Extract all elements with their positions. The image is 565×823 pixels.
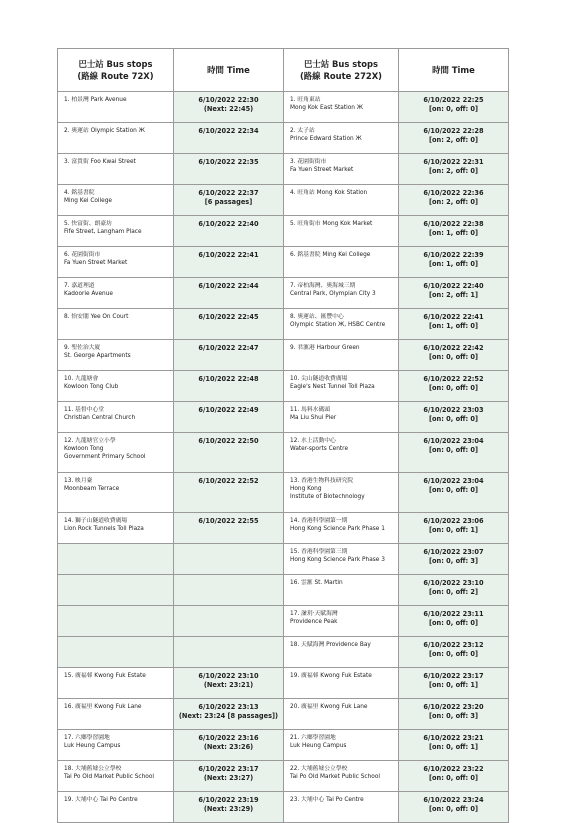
route-72x-stop-cell (58, 247, 174, 278)
stop-name-line: Hong Kong Science Park Phase 1 (290, 526, 385, 532)
time-line: 6/10/2022 23:07 (423, 548, 484, 556)
header-text: 時間 Time (432, 65, 475, 75)
stop-name-line: 14. 香港科學園第一期 (290, 518, 348, 524)
time-line: 6/10/2022 22:42 (423, 344, 484, 352)
table-row (58, 730, 509, 761)
stop-name-line: 1. 旺角東站 (290, 97, 321, 103)
time-line: (Next: 22:45) (203, 104, 254, 113)
stop-name-line: Mong Kok East Station Ж (290, 105, 364, 111)
stop-name-line: Luk Heung Campus (290, 743, 347, 749)
time-line: (Next: 23:21) (203, 680, 254, 689)
stop-name-line: 18. 天賦海灣 Providence Bay (290, 642, 371, 648)
route-72x-time-cell (174, 637, 284, 668)
time-line: [on: 0, off: 0] (429, 773, 478, 782)
stop-name-line: 13. 香港生物科技研究院 (290, 478, 354, 484)
time-line: 6/10/2022 22:25 (423, 96, 484, 104)
stop-name-line: 17. 六鄉學習園地 (64, 735, 110, 741)
stop-name-line: 16. 廣福里 Kwong Fuk Lane (64, 704, 142, 710)
time-line: 6/10/2022 23:22 (423, 765, 484, 773)
stop-name-line: Ma Liu Shui Pier (290, 415, 337, 421)
header-text: (路線 Route 72X) (77, 71, 154, 81)
table-row (58, 637, 509, 668)
route-72x-time-cell (174, 473, 284, 513)
route-72x-time-cell (174, 247, 284, 278)
time-line: 6/10/2022 22:37 (198, 189, 259, 197)
header-time-272x (399, 49, 509, 92)
stop-name-line: 15. 廣福邨 Kwong Fuk Estate (64, 673, 146, 679)
time-line: [on: 1, off: 0] (429, 259, 478, 268)
stop-name-line: Hong Kong Science Park Phase 3 (290, 557, 385, 563)
time-line: 6/10/2022 23:21 (423, 734, 484, 742)
header-row (58, 49, 509, 92)
route-72x-time-cell (174, 575, 284, 606)
stop-name-line: 14. 獅子山隧道收費廣場 (64, 518, 128, 524)
stop-name-line: 10. 九龍塘會 (64, 376, 99, 382)
stop-name-line: 2. 太子站 (290, 128, 315, 134)
stop-name-line: 22. 大埔舊墟公立學校 (290, 766, 348, 772)
table-row (58, 371, 509, 402)
stop-name-line: 3. 富貴街 Foo Kwai Street (64, 159, 136, 165)
header-text: 巴士站 Bus stops (303, 59, 378, 69)
route-272x-time-cell (399, 473, 509, 513)
route-72x-stop-cell (58, 473, 174, 513)
route-72x-time-cell (174, 154, 284, 185)
table-row (58, 185, 509, 216)
table-row (58, 340, 509, 371)
route-272x-stop-cell (284, 309, 399, 340)
table-row (58, 92, 509, 123)
table-row (58, 792, 509, 823)
route-272x-time-cell (399, 402, 509, 433)
stop-name-line: 8. 奧運站、匯豐中心 (290, 314, 344, 320)
time-line: [on: 0, off: 2] (429, 587, 478, 596)
stop-name-line: 19. 廣福邨 Kwong Fuk Estate (290, 673, 372, 679)
route-72x-time-cell (174, 309, 284, 340)
route-72x-stop-cell (58, 309, 174, 340)
route-272x-time-cell (399, 792, 509, 823)
stop-name-line: Fife Street, Langham Place (64, 229, 142, 235)
table-row (58, 402, 509, 433)
stop-name-line: 6. 花園街街市 (64, 252, 101, 258)
route-272x-stop-cell (284, 761, 399, 792)
route-272x-time-cell (399, 340, 509, 371)
table-row (58, 309, 509, 340)
stop-name-line: Christian Central Church (64, 415, 136, 421)
stop-name-line: 9. 君滙港 Harbour Green (290, 345, 360, 351)
time-line: [on: 0, off: 0] (429, 352, 478, 361)
time-line: 6/10/2022 22:40 (198, 220, 259, 228)
stop-name-line: 11. 基督中心堂 (64, 407, 105, 413)
route-72x-stop-cell (58, 278, 174, 309)
stop-name-line: 18. 大埔舊墟公立學校 (64, 766, 122, 772)
stop-name-line: Hong Kong (290, 486, 322, 492)
time-line: 6/10/2022 23:16 (198, 734, 259, 742)
stop-name-line: 7. 帝柏海灣、奧海城三期 (290, 283, 356, 289)
stop-name-line: 12. 九龍塘官立小學 (64, 438, 116, 444)
time-line: [on: 2, off: 0] (429, 135, 478, 144)
stop-name-line: Fa Yuen Street Market (290, 167, 354, 173)
time-line: [on: 1, off: 0] (429, 228, 478, 237)
time-line: 6/10/2022 23:10 (423, 579, 484, 587)
route-272x-time-cell (399, 668, 509, 699)
route-272x-stop-cell (284, 792, 399, 823)
time-line: [on: 2, off: 1] (429, 290, 478, 299)
time-line: 6/10/2022 22:30 (198, 96, 259, 104)
route-272x-time-cell (399, 544, 509, 575)
route-272x-stop-cell (284, 216, 399, 247)
time-line: 6/10/2022 22:39 (423, 251, 484, 259)
time-line: [on: 2, off: 0] (429, 166, 478, 175)
route-272x-stop-cell (284, 637, 399, 668)
time-line: [on: 0, off: 0] (429, 649, 478, 658)
time-line: [on: 0, off: 0] (429, 485, 478, 494)
time-line: 6/10/2022 22:41 (423, 313, 484, 321)
route-72x-stop-cell (58, 216, 174, 247)
time-line: 6/10/2022 22:52 (198, 477, 259, 485)
stop-name-line: Institute of Biotechnology (290, 494, 365, 500)
time-line: 6/10/2022 23:13 (198, 703, 259, 711)
time-line: [on: 0, off: 0] (429, 383, 478, 392)
table-row (58, 154, 509, 185)
time-line: [on: 0, off: 1] (429, 680, 478, 689)
route-272x-stop-cell (284, 402, 399, 433)
time-line: [on: 1, off: 0] (429, 321, 478, 330)
route-272x-stop-cell (284, 473, 399, 513)
bus-schedule-table (57, 48, 509, 823)
time-line: 6/10/2022 22:48 (198, 375, 259, 383)
route-72x-stop-cell (58, 402, 174, 433)
header-text: (路線 Route 272X) (299, 71, 383, 81)
table-row (58, 433, 509, 473)
route-272x-stop-cell (284, 92, 399, 123)
route-72x-stop-cell (58, 761, 174, 792)
time-line: 6/10/2022 22:49 (198, 406, 259, 414)
route-72x-time-cell (174, 433, 284, 473)
route-72x-time-cell (174, 371, 284, 402)
time-line: 6/10/2022 23:11 (423, 610, 484, 618)
stop-name-line: Kowloon Tong Club (64, 384, 119, 390)
route-272x-time-cell (399, 637, 509, 668)
time-line: [on: 0, off: 0] (429, 804, 478, 813)
time-line: 6/10/2022 22:50 (198, 437, 259, 445)
stop-name-line: Central Park, Olympian City 3 (290, 291, 376, 297)
stop-name-line: 4. 旺角站 Mong Kok Station (290, 190, 368, 196)
time-line: [on: 0, off: 3] (429, 711, 478, 720)
route-72x-time-cell (174, 402, 284, 433)
stop-name-line: 17. 溋玥‧天賦海灣 (290, 611, 338, 617)
stop-name-line: Ming Kei College (64, 198, 112, 204)
route-72x-time-cell (174, 792, 284, 823)
stop-name-line: 19. 大埔中心 Tai Po Centre (64, 797, 138, 803)
route-72x-time-cell (174, 606, 284, 637)
stop-name-line: 11. 馬料水碼頭 (290, 407, 331, 413)
stop-name-line: Fa Yuen Street Market (64, 260, 128, 266)
stop-name-line: Eagle's Nest Tunnel Toll Plaza (290, 384, 375, 390)
route-72x-stop-cell (58, 575, 174, 606)
stop-name-line: 5. 快富街、朗豪坊 (64, 221, 112, 227)
time-line: (Next: 23:26) (203, 742, 254, 751)
route-272x-time-cell (399, 606, 509, 637)
time-line: (Next: 23:24 [8 passages]) (178, 711, 279, 720)
route-72x-stop-cell (58, 699, 174, 730)
route-72x-time-cell (174, 123, 284, 154)
route-72x-time-cell (174, 730, 284, 761)
table-row (58, 699, 509, 730)
time-line: 6/10/2022 23:04 (423, 437, 484, 445)
route-272x-time-cell (399, 433, 509, 473)
time-line: 6/10/2022 23:03 (423, 406, 484, 414)
time-line: [on: 0, off: 1] (429, 525, 478, 534)
time-line: 6/10/2022 23:12 (423, 641, 484, 649)
stop-name-line: 7. 嘉道理道 (64, 283, 95, 289)
stop-name-line: Kadoorie Avenue (64, 291, 113, 297)
header-bus-stops-272x (284, 49, 399, 92)
time-line: 6/10/2022 22:47 (198, 344, 259, 352)
time-line: 6/10/2022 23:17 (423, 672, 484, 680)
time-line: (Next: 23:27) (203, 773, 254, 782)
time-line: [on: 0, off: 3] (429, 556, 478, 565)
route-272x-time-cell (399, 154, 509, 185)
stop-name-line: 1. 柏景灣 Park Avenue (64, 97, 127, 103)
route-72x-stop-cell (58, 792, 174, 823)
table-row (58, 668, 509, 699)
route-72x-time-cell (174, 92, 284, 123)
table-row (58, 575, 509, 606)
route-72x-stop-cell (58, 154, 174, 185)
stop-name-line: Kowloon Tong (64, 446, 104, 452)
route-272x-time-cell (399, 371, 509, 402)
route-72x-time-cell (174, 340, 284, 371)
stop-name-line: 3. 花園街街市 (290, 159, 327, 165)
route-72x-stop-cell (58, 544, 174, 575)
stop-name-line: Moonbeam Terrace (64, 486, 120, 492)
time-line: 6/10/2022 22:40 (423, 282, 484, 290)
stop-name-line: 20. 廣福里 Kwong Fuk Lane (290, 704, 368, 710)
time-line: [on: 0, off: 0] (429, 618, 478, 627)
route-72x-time-cell (174, 513, 284, 544)
table-row (58, 278, 509, 309)
route-72x-stop-cell (58, 92, 174, 123)
stop-name-line: 12. 水上活動中心 (290, 438, 336, 444)
route-72x-time-cell (174, 216, 284, 247)
route-72x-stop-cell (58, 371, 174, 402)
time-line: 6/10/2022 22:44 (198, 282, 259, 290)
time-line: 6/10/2022 22:41 (198, 251, 259, 259)
stop-name-line: Prince Edward Station Ж (290, 136, 362, 142)
route-272x-stop-cell (284, 278, 399, 309)
route-72x-stop-cell (58, 513, 174, 544)
time-line: [on: 0, off: 0] (429, 414, 478, 423)
route-72x-time-cell (174, 668, 284, 699)
time-line: 6/10/2022 23:24 (423, 796, 484, 804)
stop-name-line: 16. 雲滙 St. Martin (290, 580, 343, 586)
time-line: 6/10/2022 22:36 (423, 189, 484, 197)
table-row (58, 544, 509, 575)
time-line: 6/10/2022 23:06 (423, 517, 484, 525)
stop-name-line: St. George Apartments (64, 353, 131, 359)
route-72x-stop-cell (58, 637, 174, 668)
time-line: 6/10/2022 23:04 (423, 477, 484, 485)
route-272x-stop-cell (284, 247, 399, 278)
stop-name-line: 4. 銘基書院 (64, 190, 95, 196)
time-line: 6/10/2022 22:35 (198, 158, 259, 166)
route-72x-stop-cell (58, 123, 174, 154)
stop-name-line: 10. 尖山隧道收費廣場 (290, 376, 348, 382)
route-272x-stop-cell (284, 154, 399, 185)
stop-name-line: 13. 映月臺 (64, 478, 93, 484)
time-line: 6/10/2022 22:55 (198, 517, 259, 525)
route-272x-stop-cell (284, 668, 399, 699)
route-72x-stop-cell (58, 606, 174, 637)
route-72x-time-cell (174, 761, 284, 792)
route-272x-stop-cell (284, 433, 399, 473)
stop-name-line: Tai Po Old Market Public School (290, 774, 380, 780)
time-line: 6/10/2022 23:20 (423, 703, 484, 711)
route-272x-stop-cell (284, 513, 399, 544)
header-bus-stops-72x (58, 49, 174, 92)
stop-name-line: 5. 旺角街市 Mong Kok Market (290, 221, 373, 227)
stop-name-line: Water-sports Centre (290, 446, 349, 452)
stop-name-line: Tai Po Old Market Public School (64, 774, 154, 780)
table-row (58, 247, 509, 278)
route-272x-time-cell (399, 575, 509, 606)
route-272x-stop-cell (284, 699, 399, 730)
route-72x-time-cell (174, 278, 284, 309)
header-text: 時間 Time (207, 65, 250, 75)
stop-name-line: Providence Peak (290, 619, 338, 625)
time-line: [on: 2, off: 0] (429, 197, 478, 206)
route-72x-stop-cell (58, 668, 174, 699)
route-72x-stop-cell (58, 185, 174, 216)
time-line: 6/10/2022 22:31 (423, 158, 484, 166)
route-72x-time-cell (174, 544, 284, 575)
route-272x-time-cell (399, 730, 509, 761)
time-line: 6/10/2022 22:34 (198, 127, 259, 135)
route-272x-stop-cell (284, 606, 399, 637)
route-272x-time-cell (399, 92, 509, 123)
stop-name-line: Lion Rock Tunnels Toll Plaza (64, 526, 144, 532)
stop-name-line: 9. 聖佐治大廈 (64, 345, 101, 351)
table-row (58, 216, 509, 247)
stop-name-line: 6. 銘基書院 Ming Kei College (290, 252, 371, 258)
stop-name-line: 15. 香港科學園第三期 (290, 549, 348, 555)
route-272x-stop-cell (284, 575, 399, 606)
time-line: 6/10/2022 23:10 (198, 672, 259, 680)
route-272x-time-cell (399, 513, 509, 544)
time-line: 6/10/2022 23:17 (198, 765, 259, 773)
time-line: [on: 0, off: 1] (429, 742, 478, 751)
route-272x-stop-cell (284, 185, 399, 216)
stop-name-line: 21. 六鄉學習園地 (290, 735, 336, 741)
route-72x-stop-cell (58, 340, 174, 371)
time-line: [6 passages] (204, 197, 253, 206)
route-272x-time-cell (399, 123, 509, 154)
route-272x-time-cell (399, 309, 509, 340)
route-272x-stop-cell (284, 544, 399, 575)
route-272x-time-cell (399, 761, 509, 792)
time-line: 6/10/2022 22:45 (198, 313, 259, 321)
table-row (58, 473, 509, 513)
table-row (58, 123, 509, 154)
route-272x-stop-cell (284, 730, 399, 761)
header-time-72x (174, 49, 284, 92)
stop-name-line: 2. 奧運站 Olympic Station Ж (64, 128, 145, 134)
route-272x-stop-cell (284, 371, 399, 402)
route-272x-stop-cell (284, 123, 399, 154)
route-72x-time-cell (174, 185, 284, 216)
route-72x-stop-cell (58, 730, 174, 761)
route-272x-time-cell (399, 185, 509, 216)
route-72x-stop-cell (58, 433, 174, 473)
route-272x-time-cell (399, 278, 509, 309)
time-line: 6/10/2022 22:28 (423, 127, 484, 135)
stop-name-line: 8. 怡安閣 Yee On Court (64, 314, 129, 320)
time-line: 6/10/2022 22:52 (423, 375, 484, 383)
route-272x-stop-cell (284, 340, 399, 371)
time-line: (Next: 23:29) (203, 804, 254, 813)
stop-name-line: 23. 大埔中心 Tai Po Centre (290, 797, 364, 803)
route-272x-time-cell (399, 699, 509, 730)
time-line: 6/10/2022 23:19 (198, 796, 259, 804)
table-row (58, 761, 509, 792)
stop-name-line: Luk Heung Campus (64, 743, 121, 749)
stop-name-line: Government Primary School (64, 454, 146, 460)
table-row (58, 513, 509, 544)
route-272x-time-cell (399, 216, 509, 247)
table-row (58, 606, 509, 637)
stop-name-line: Olympic Station Ж, HSBC Centre (290, 322, 386, 328)
time-line: 6/10/2022 22:38 (423, 220, 484, 228)
route-72x-time-cell (174, 699, 284, 730)
time-line: [on: 0, off: 0] (429, 445, 478, 454)
time-line: [on: 0, off: 0] (429, 104, 478, 113)
route-272x-time-cell (399, 247, 509, 278)
header-text: 巴士站 Bus stops (78, 59, 153, 69)
